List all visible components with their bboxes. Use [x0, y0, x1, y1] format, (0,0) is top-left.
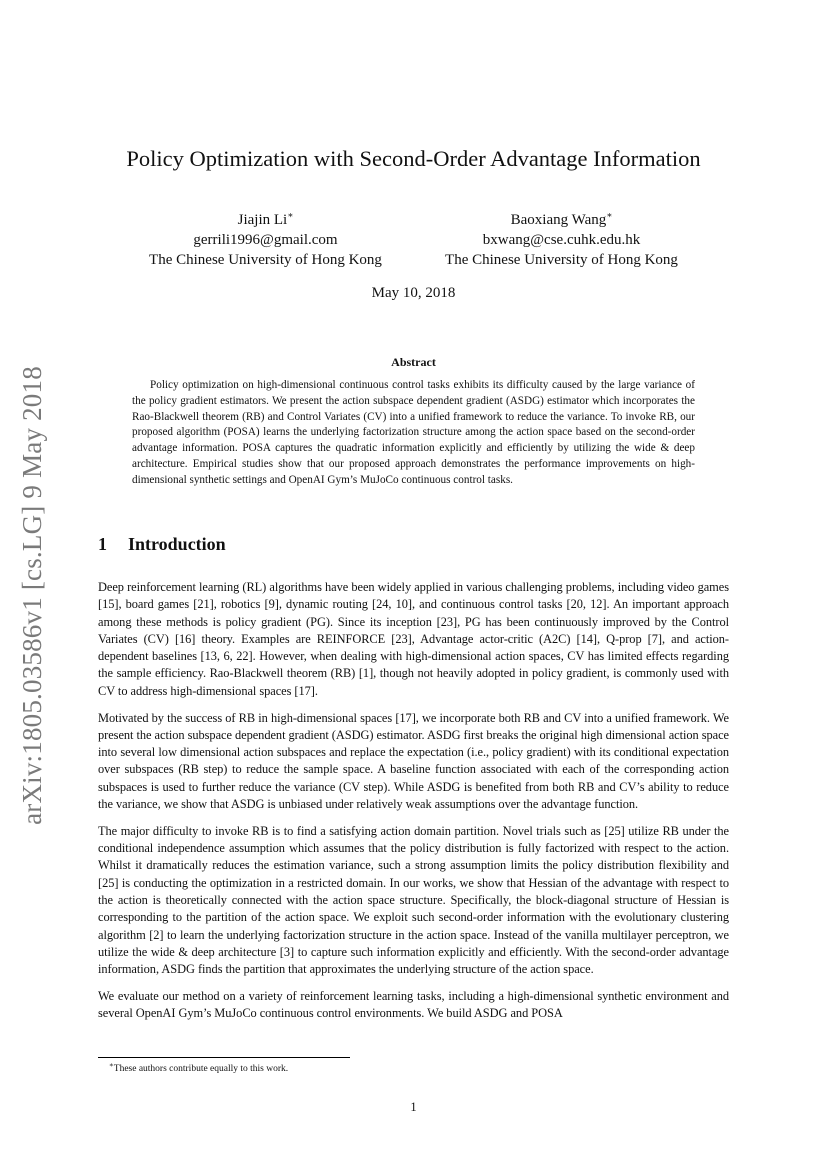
section-title: Introduction — [128, 534, 226, 554]
section-heading — [98, 534, 226, 555]
author-name: Baoxiang Wang — [510, 212, 607, 228]
body-paragraph: Deep reinforcement learning (RL) algorithms have been widely applied in various challenging problems, including video games [15], board games [21], robotics [9], dynamic routing [24, 10], and continuous control tasks [20, 12]. An important approach among these methods is policy gradient (PG). Since its inception [23], PG has been continuously improved by the Control Variates (CV) [16] theory. Examples are REINFORCE [23], Advantage actor-critic (A2C) [14], Q-prop [7], and action-dependent baselines [13, 6, 22]. However, when dealing with high-dimensional action spaces, CV has limited effects regarding the sample efficiency. Rao-Blackwell theorem (RB) [1], though not heavily adopted in policy gradient, is commonly used with CV to address high-dimensional spaces [17]. — [98, 580, 729, 698]
body-paragraph: The major difficulty to invoke RB is to find a satisfying action domain partition. Novel trials such as [25] utilize RB under the conditional independence assumption which assumes that the policy distribution is fully factorized with respect to the action. Whilst it dramatically reduces the estimation variance, such a strong assumption limits the policy distribution flexibility and [25] is conducting the optimization in a restricted domain. In our works, we show that Hessian of the advantage with respect to the action is theoretically connected with the action space structure. Specifically, the block-diagonal structure of Hessian is corresponding to the partition of the action space. We exploit such second-order information with the evolutionary clustering algorithm [2] to learn the underlying factorization structure in the action space. Instead of the vanilla multilayer perceptron, we utilize the wide & deep architecture [3] to capture such information explicitly and efficiently. With the second-order advantage information, ASDG finds the partition that approximates the underlying structure of the action space. — [98, 823, 729, 977]
footnote-text: These authors contribute equally to this work. — [113, 1064, 289, 1075]
author-affiliation: The Chinese University of Hong Kong — [149, 252, 382, 268]
paper-title: Policy Optimization with Second-Order Advantage Information — [126, 146, 701, 171]
author-block-1 — [118, 205, 413, 270]
footnote-mark: ∗ — [109, 1061, 114, 1069]
author-email: gerrili1996@gmail.com — [193, 232, 338, 248]
author-email: bxwang@cse.cuhk.edu.hk — [482, 232, 641, 248]
section-body — [98, 579, 729, 1032]
abstract-heading: Abstract — [391, 355, 436, 369]
author-name-line — [118, 205, 413, 230]
author-affiliation: The Chinese University of Hong Kong — [445, 252, 678, 268]
abstract-text: Policy optimization on high-dimensional continuous control tasks exhibits its difficulty caused by the large variance of the policy gradient estimators. We present the action subspace dependent gradient (ASDG) estimator which incorporates the Rao-Blackwell theorem (RB) and Control Variates (CV) into a unified framework to reduce the variance. To invoke RB, our proposed algorithm (POSA) learns the underlying factorization structure among the action space based on the second-order advantage information. POSA captures the quadratic information explicitly and efficiently by utilizing the wide & deep architecture. Empirical studies show that our proposed approach demonstrates the performance improvements on high-dimensional synthetic settings and OpenAI Gym’s MuJoCo continuous control tasks. — [132, 379, 695, 486]
arxiv-watermark — [16, 360, 48, 830]
section-number: 1 — [98, 534, 107, 554]
author-mark: ∗ — [606, 210, 613, 220]
author-name: Jiajin Li — [237, 212, 288, 228]
arxiv-watermark-text: arXiv:1805.03586v1 [cs.LG] 9 May 2018 — [16, 365, 47, 825]
author-mark: ∗ — [287, 210, 294, 220]
paper-date: May 10, 2018 — [371, 285, 456, 301]
author-block-2 — [418, 205, 705, 270]
body-paragraph: Motivated by the success of RB in high-dimensional spaces [17], we incorporate both RB and CV into a unified framework. We present the action subspace dependent gradient (ASDG) estimator. ASDG first breaks the original high dimensional action space into several low dimensional action subspaces and replace the expectation (i.e., policy gradient) with its conditional expectation over subspaces (RB step) to reduce the sample space. A baseline function associated with each of the corresponding action subspaces is used to further reduce the variance (CV step). While ASDG is benefited from both RB and CV’s ability to reduce the variance, we show that ASDG is unbiased under relatively weak assumptions over the advantage function. — [98, 710, 729, 812]
body-paragraph: We evaluate our method on a variety of reinforcement learning tasks, including a high-dimensional synthetic environment and several OpenAI Gym’s MuJoCo continuous control environments. We build ASDG and POSA — [98, 989, 729, 1021]
page-number: 1 — [410, 1100, 417, 1114]
footnote-rule — [98, 1057, 350, 1058]
author-name-line — [418, 205, 705, 230]
footnote — [109, 1061, 288, 1074]
